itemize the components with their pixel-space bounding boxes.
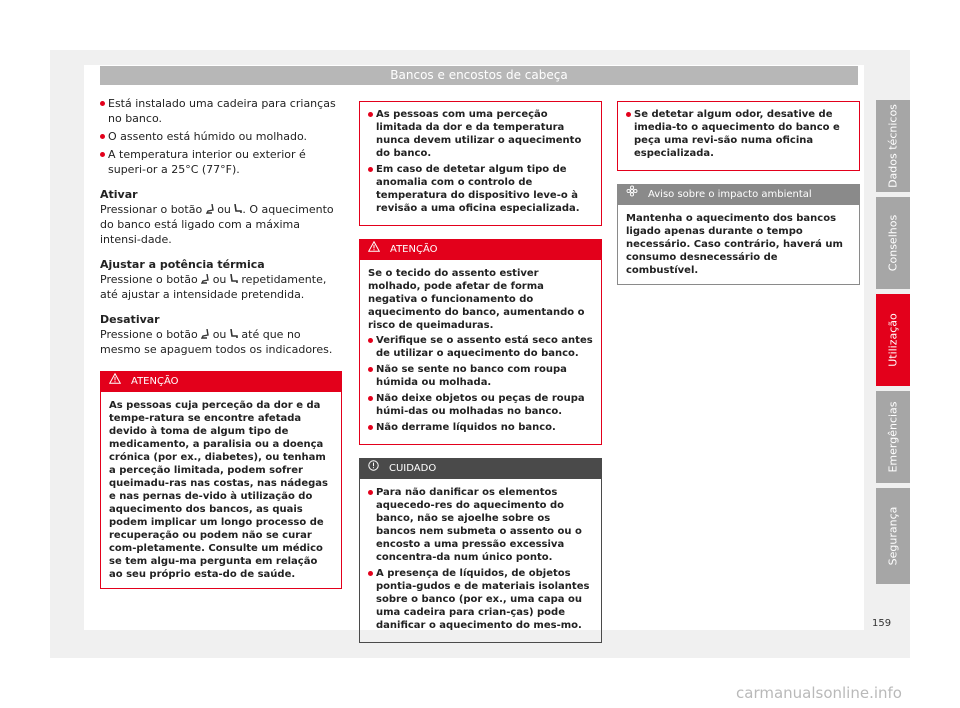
list-item: Verifique se o assento está seco antes de utilizar o aquecimento do banco. (368, 334, 593, 360)
tab-dados-tecnicos[interactable] (876, 100, 910, 192)
list-item: Está instalado uma cadeira para crianças no banco. (100, 96, 342, 126)
paragraph-desativar (100, 327, 342, 357)
tab-seguranca[interactable] (876, 488, 910, 584)
caution-body (360, 479, 601, 642)
warning-continued-body (360, 102, 601, 225)
column-3 (617, 101, 860, 285)
environment-box (617, 184, 860, 285)
warning-text: As pessoas cuja perceção da dor e da tempe-ratura se encontre afetada devido à toma de algum tipo de medicamento, a paralisia ou a doença crónica (por ex., diabetes), ou tenham a perceção limitada, podem sofrer queimadu-ras nas costas, nas nádegas e nas pernas de-vido à utilização do aquecimento dos bancos, as quais podem implicar um longo processo de recuperação ou podem não se curar com-pletamente. Consulte um médico se tem algu-ma pergunta em relação ao seu próprio esta-do de saúde. (109, 400, 328, 580)
caution-label: CUIDADO (389, 463, 437, 474)
warning-continued-body (618, 102, 859, 170)
list-item: Para não danificar os elementos aquecedo-res do aquecimento do banco, não se ajoelhe sobre os bancos nem submeta o assento ou o encosto a uma pressão excessiva concentra-da num único ponto. (368, 486, 593, 564)
warning-label: ATENÇÃO (131, 376, 179, 387)
warning-box (359, 239, 602, 445)
warning-box-header (101, 372, 341, 392)
list-item: A temperatura interior ou exterior é superi-or a 25°C (77°F). (100, 147, 342, 177)
text-fragment: Pressione o botão (100, 328, 198, 341)
paragraph-ajustar (100, 272, 342, 302)
section-heading-ativar: Ativar (100, 188, 138, 201)
environment-box-header (618, 185, 859, 205)
list-item: Não derrame líquidos no banco. (368, 421, 593, 434)
warning-box-continued (359, 101, 602, 226)
tab-label: Emergências (886, 401, 900, 473)
environment-label: Aviso sobre o impacto ambiental (648, 189, 812, 200)
warning-box-continued (617, 101, 860, 171)
tab-emergencias[interactable] (876, 391, 910, 483)
caution-circle-icon (368, 459, 379, 479)
tab-label: Utilização (886, 313, 900, 367)
environment-flower-icon (626, 185, 638, 205)
list-item: Não deixe objetos ou peças de roupa húmi-das ou molhadas no banco. (368, 392, 593, 418)
column-2 (359, 101, 602, 643)
warning-body (360, 260, 601, 444)
tab-utilizacao[interactable] (876, 294, 910, 386)
warning-box (100, 371, 342, 589)
text-fragment: ou (217, 203, 231, 216)
tab-conselhos[interactable] (876, 197, 910, 289)
seat-back-heat-icon (234, 204, 242, 214)
paragraph-ativar (100, 202, 342, 247)
tab-label: Segurança (886, 506, 900, 566)
seat-heat-icon (201, 329, 209, 339)
seat-heat-icon (206, 204, 214, 214)
list-item: A presença de líquidos, de objetos pontia-gudos e de materiais isolantes sobre o banco (por ex., uma capa ou uma cadeira para crian-ças) pode danificar o aquecimento do mes-mo. (368, 567, 593, 632)
column-1 (100, 96, 342, 589)
caution-box-header (360, 459, 601, 479)
page-number: 159 (872, 618, 892, 629)
tab-label: Conselhos (886, 214, 900, 272)
warning-text: Se o tecido do assento estiver molhado, pode afetar de forma negativa o funcionamento do aquecimento do banco, aumentando o risco de queimaduras. (368, 268, 585, 331)
warning-box-header (360, 240, 601, 260)
seat-back-heat-icon (230, 274, 238, 284)
section-heading-ajustar: Ajustar a potência térmica (100, 258, 265, 271)
text-fragment: . O aquecimento do banco está ligado com a máxima intensi-dade. (100, 203, 334, 246)
list-item: As pessoas com uma perceção limitada da dor e da temperatura nunca devem utilizar o aquecimento do banco. (368, 108, 593, 160)
text-fragment: ou (212, 328, 227, 341)
watermark-text: carmanualsonline.info (736, 684, 902, 702)
warning-label: ATENÇÃO (390, 244, 438, 255)
text-fragment: até que no mesmo se apaguem todos os indicadores. (100, 328, 333, 356)
page-header-title: Bancos e encostos de cabeça (100, 66, 858, 85)
text-fragment: Pressionar o botão (100, 203, 203, 216)
section-heading-desativar: Desativar (100, 313, 160, 326)
seat-heat-icon (201, 274, 209, 284)
list-item: Em caso de detetar algum tipo de anomalia com o controlo de temperatura do dispositivo leve-o à revisão a uma oficina especializada. (368, 163, 593, 215)
warning-triangle-icon (368, 240, 380, 260)
environment-text: Mantenha o aquecimento dos bancos ligado apenas durante o tempo necessário. Caso contrário, haverá um consumo desnecessário de combustível. (626, 213, 843, 276)
tab-label: Dados técnicos (886, 104, 900, 188)
text-fragment: repetidamente, até ajustar a intensidade pretendida. (100, 273, 327, 301)
caution-box (359, 458, 602, 643)
list-item: O assento está húmido ou molhado. (100, 129, 342, 144)
seat-back-heat-icon (230, 329, 238, 339)
warning-triangle-icon (109, 372, 121, 392)
list-item: Não se sente no banco com roupa húmida ou molhada. (368, 363, 593, 389)
list-item: Se detetar algum odor, desative de imedia-to o aquecimento do banco e peça uma revi-são numa oficina especializada. (626, 108, 851, 160)
text-fragment: ou (212, 273, 227, 286)
text-fragment: Pressione o botão (100, 273, 198, 286)
